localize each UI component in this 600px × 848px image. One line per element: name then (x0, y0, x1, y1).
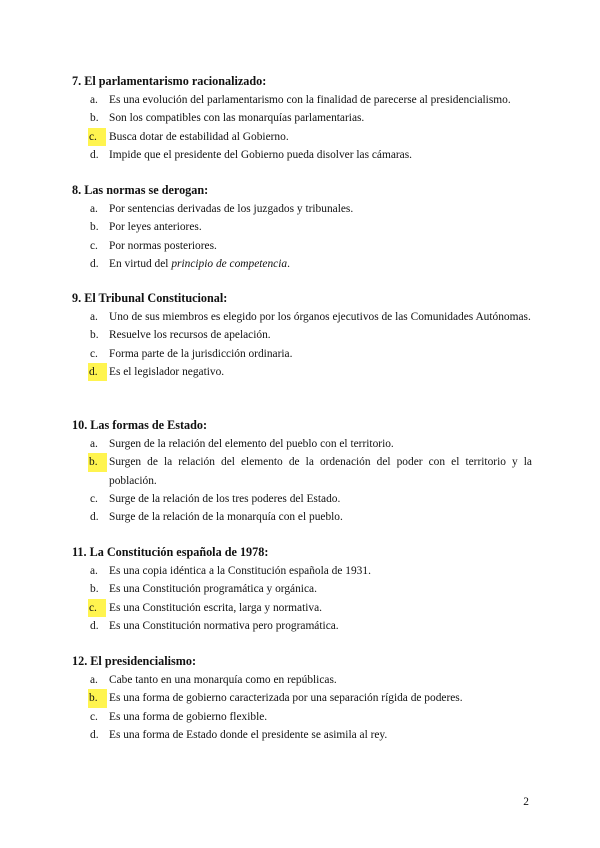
option-letter-highlighted: b. (88, 689, 107, 707)
option-c (72, 490, 532, 508)
option-text: Es una forma de gobierno flexible. (109, 710, 268, 723)
option-text: Surge de la relación de los tres poderes del Estado. (109, 492, 341, 505)
option-b (72, 218, 532, 236)
option-c (72, 128, 532, 146)
question-9 (72, 289, 532, 381)
option-text: Son los compatibles con las monarquías parlamentarias. (109, 112, 365, 125)
option-list (72, 671, 532, 744)
option-b (72, 689, 532, 707)
question-title: 11. La Constitución española de 1978: (72, 545, 269, 559)
option-text: Es el legislador negativo. (109, 365, 225, 378)
question-title: 12. El presidencialismo: (72, 654, 197, 668)
option-c (72, 599, 532, 617)
option-text: Es una Constitución programática y orgánica. (109, 583, 317, 596)
option-c (72, 708, 532, 726)
option-text: Es una evolución del parlamentarismo con la finalidad de parecerse al presidencialismo. (109, 94, 511, 106)
option-text: Por leyes anteriores. (109, 221, 202, 234)
option-a (72, 308, 532, 326)
option-list (72, 308, 532, 381)
option-text: Surgen de la relación del elemento de la ordenación del poder con el territorio y la población. (109, 456, 532, 487)
option-letter: a. (90, 438, 98, 450)
option-text: Surge de la relación de la monarquía con el pueblo. (109, 511, 343, 524)
option-list (72, 91, 532, 164)
option-text: Por normas posteriores. (109, 239, 217, 252)
question-title: 10. Las formas de Estado: (72, 418, 208, 432)
option-d (72, 363, 532, 381)
option-a (72, 435, 532, 453)
page-number: 2 (523, 796, 529, 808)
option-text: Es una forma de gobierno caracterizada por una separación rígida de poderes. (109, 692, 463, 705)
option-a (72, 671, 532, 689)
option-a (72, 91, 532, 109)
option-letter: a. (90, 565, 98, 577)
option-b (72, 453, 532, 490)
option-text (109, 258, 290, 270)
option-d (72, 508, 532, 526)
option-letter-highlighted: b. (88, 453, 107, 471)
option-a (72, 562, 532, 580)
option-text: Surgen de la relación del elemento del pueblo con el territorio. (109, 438, 394, 450)
option-text: Cabe tanto en una monarquía como en repúblicas. (109, 674, 337, 686)
option-letter: a. (90, 94, 98, 106)
option-d (72, 617, 532, 635)
question-title: 9. El Tribunal Constitucional: (72, 291, 228, 305)
option-list (72, 435, 532, 526)
option-letter: b. (90, 583, 99, 596)
option-b (72, 326, 532, 344)
option-c (72, 345, 532, 363)
option-text-italic: principio de competencia (171, 257, 288, 270)
option-b (72, 109, 532, 127)
option-text: Es una copia idéntica a la Constitución española de 1931. (109, 565, 371, 577)
option-text: Uno de sus miembros es elegido por los órganos ejecutivos de las Comunidades Autónomas. (109, 311, 531, 323)
option-letter: c. (90, 710, 98, 723)
option-text: Busca dotar de estabilidad al Gobierno. (109, 130, 289, 143)
question-11 (72, 543, 532, 635)
option-text: Es una Constitución normativa pero programática. (109, 619, 339, 632)
option-letter: d. (90, 728, 99, 741)
option-letter: b. (90, 112, 99, 125)
option-list (72, 200, 532, 273)
option-letter: d. (90, 511, 99, 524)
question-12 (72, 652, 532, 744)
option-letter: c. (90, 492, 98, 505)
option-text: Impide que el presidente del Gobierno pueda disolver las cámaras. (109, 148, 413, 161)
option-c (72, 237, 532, 255)
option-letter: d. (90, 148, 99, 161)
option-letter: d. (90, 619, 99, 632)
option-text-before: En virtud del (109, 257, 172, 270)
option-letter: c. (90, 347, 98, 360)
option-letter: b. (90, 329, 99, 342)
option-d (72, 255, 532, 273)
option-text: Es una forma de Estado donde el presidente se asimila al rey. (109, 728, 388, 741)
option-letter: a. (90, 203, 98, 215)
option-text: Por sentencias derivadas de los juzgados y tribunales. (109, 203, 354, 215)
option-text: Forma parte de la jurisdicción ordinaria. (109, 347, 293, 360)
question-10 (72, 416, 532, 526)
option-list (72, 562, 532, 635)
question-title: 7. El parlamentarismo racionalizado: (72, 74, 267, 88)
option-letter: d. (90, 257, 99, 270)
question-8 (72, 181, 532, 273)
option-text: Es una Constitución escrita, larga y normativa. (109, 601, 322, 614)
question-title: 8. Las normas se derogan: (72, 183, 209, 197)
option-d (72, 726, 532, 744)
option-letter: a. (90, 674, 98, 686)
option-text-after: . (287, 257, 290, 270)
question-7 (72, 72, 532, 164)
option-text: Resuelve los recursos de apelación. (109, 329, 271, 342)
option-letter: b. (90, 221, 99, 234)
option-b (72, 580, 532, 598)
option-a (72, 200, 532, 218)
option-letter: c. (90, 239, 98, 252)
option-letter-highlighted: c. (88, 128, 106, 146)
option-letter: a. (90, 311, 98, 323)
option-letter-highlighted: d. (88, 363, 107, 381)
option-letter-highlighted: c. (88, 599, 106, 617)
option-d (72, 146, 532, 164)
